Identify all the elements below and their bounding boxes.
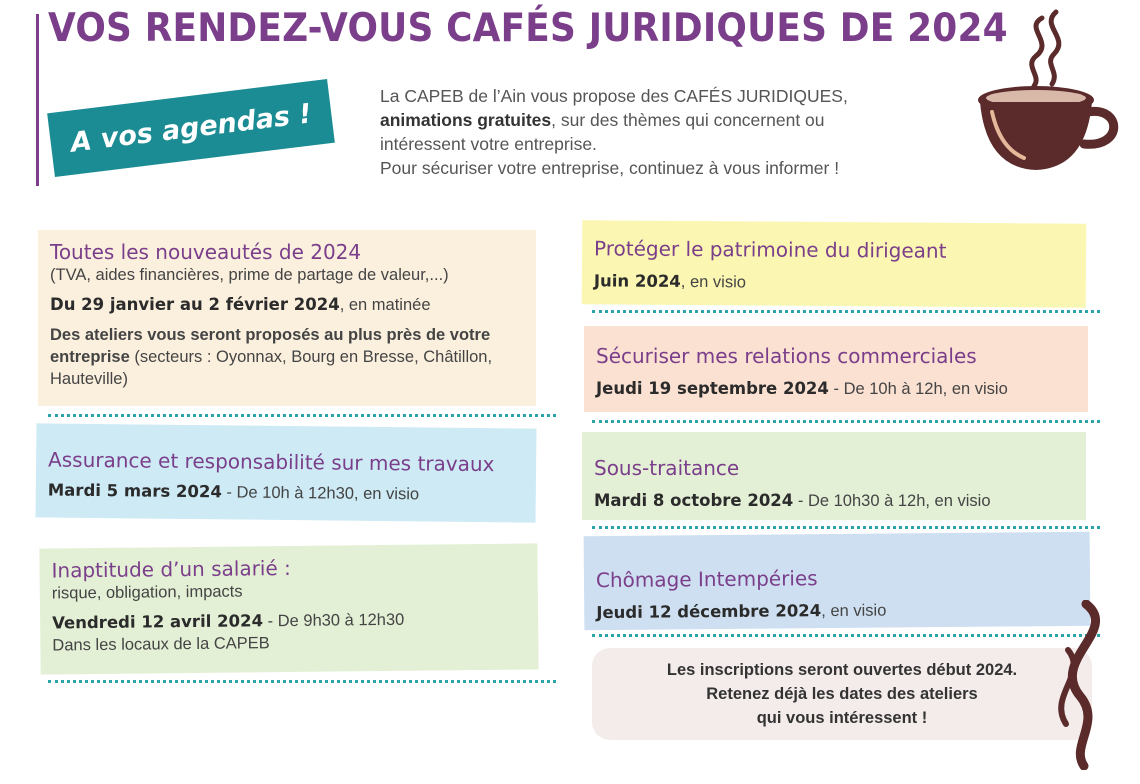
- agenda-badge: [47, 79, 335, 177]
- divider: [592, 310, 1100, 313]
- intro-bold: animations gratuites: [380, 110, 552, 130]
- event-subtitle: risque, obligation, impacts: [51, 582, 243, 603]
- event-title: Inaptitude d’un salarié :: [51, 555, 291, 583]
- event-date-rest: , en visio: [680, 272, 747, 292]
- event-card-patrimoine: [582, 220, 1087, 308]
- event-date-rest: - De 10h à 12h30, en visio: [221, 483, 420, 504]
- divider: [48, 680, 556, 683]
- event-date: Du 29 janvier au 2 février 2024: [50, 295, 340, 314]
- event-date-line: [596, 598, 1078, 624]
- intro-line-4: Pour sécuriser votre entreprise, continuez à vous informer !: [380, 158, 840, 178]
- registration-line-3: qui vous intéressent !: [756, 709, 928, 727]
- registration-line-1: Les inscriptions seront ouvertes début 2024.: [666, 661, 1018, 679]
- intro-line-2-rest: , sur des thèmes qui concernent ou: [551, 110, 825, 130]
- event-date: Mardi 5 mars 2024: [47, 480, 222, 502]
- event-title: Sous-traitance: [594, 456, 740, 480]
- intro-line-2: [380, 108, 960, 132]
- divider: [48, 414, 556, 417]
- event-title: Assurance et responsabilité sur mes travaux: [48, 447, 495, 477]
- intro-text: [380, 84, 960, 180]
- event-card-relations: [584, 326, 1088, 412]
- event-date-line: [48, 480, 524, 507]
- event-date-line: [594, 270, 1074, 295]
- divider: [592, 526, 1100, 529]
- event-card-nouveautes: [38, 230, 536, 406]
- title-accent-bar: [36, 14, 39, 186]
- steam-swirl-icon: [1040, 600, 1120, 770]
- event-date-rest: , en matinée: [339, 296, 431, 314]
- event-title: Sécuriser mes relations commerciales: [596, 344, 977, 368]
- event-card-chomage: [584, 532, 1091, 630]
- event-date: Vendredi 12 avril 2024: [52, 611, 264, 633]
- event-note: [50, 324, 524, 390]
- coffee-cup-icon: [976, 8, 1126, 178]
- registration-note: [592, 648, 1092, 740]
- event-date: Jeudi 19 septembre 2024: [596, 379, 829, 398]
- registration-line-2: Retenez déjà les dates des ateliers: [706, 685, 978, 703]
- event-title: Chômage Intempéries: [595, 566, 818, 593]
- event-note-bold: Des ateliers vous seront proposés au plus près de votre entreprise: [50, 326, 491, 366]
- event-date: Juin 2024: [593, 271, 681, 291]
- divider: [592, 634, 1100, 637]
- event-date-line: [50, 294, 524, 316]
- event-card-assurance: [36, 423, 537, 522]
- event-date-rest: - De 10h à 12h, en visio: [828, 380, 1008, 398]
- event-date-rest: , en visio: [821, 601, 887, 621]
- page-title: VOS RENDEZ-VOUS CAFÉS JURIDIQUES DE 2024: [48, 6, 1008, 51]
- event-note-rest: (secteurs : Oyonnax, Bourg en Bresse, Châtillon, Hauteville): [50, 348, 493, 388]
- event-date-line: [594, 490, 1074, 512]
- intro-line-3: intéressent votre entreprise.: [380, 134, 597, 154]
- event-date-rest: - De 9h30 à 12h30: [262, 610, 405, 631]
- agenda-badge-label: A vos agendas !: [68, 97, 314, 159]
- event-date: Jeudi 12 décembre 2024: [596, 601, 822, 623]
- event-place: Dans les locaux de la CAPEB: [52, 634, 270, 655]
- event-subtitle: (TVA, aides financières, prime de partage de valeur,...): [50, 266, 449, 284]
- event-card-soustraitance: [582, 432, 1086, 520]
- event-date: Mardi 8 octobre 2024: [594, 491, 794, 510]
- event-title: Protéger le patrimoine du dirigeant: [594, 236, 947, 263]
- divider: [592, 420, 1100, 423]
- event-date-line: [596, 378, 1076, 400]
- intro-line-1: La CAPEB de l’Ain vous propose des CAFÉS JURIDIQUES,: [380, 86, 848, 106]
- event-card-inaptitude: [39, 543, 538, 674]
- event-date-rest: - De 10h30 à 12h, en visio: [793, 492, 991, 510]
- event-title: Toutes les nouveautés de 2024: [50, 240, 362, 264]
